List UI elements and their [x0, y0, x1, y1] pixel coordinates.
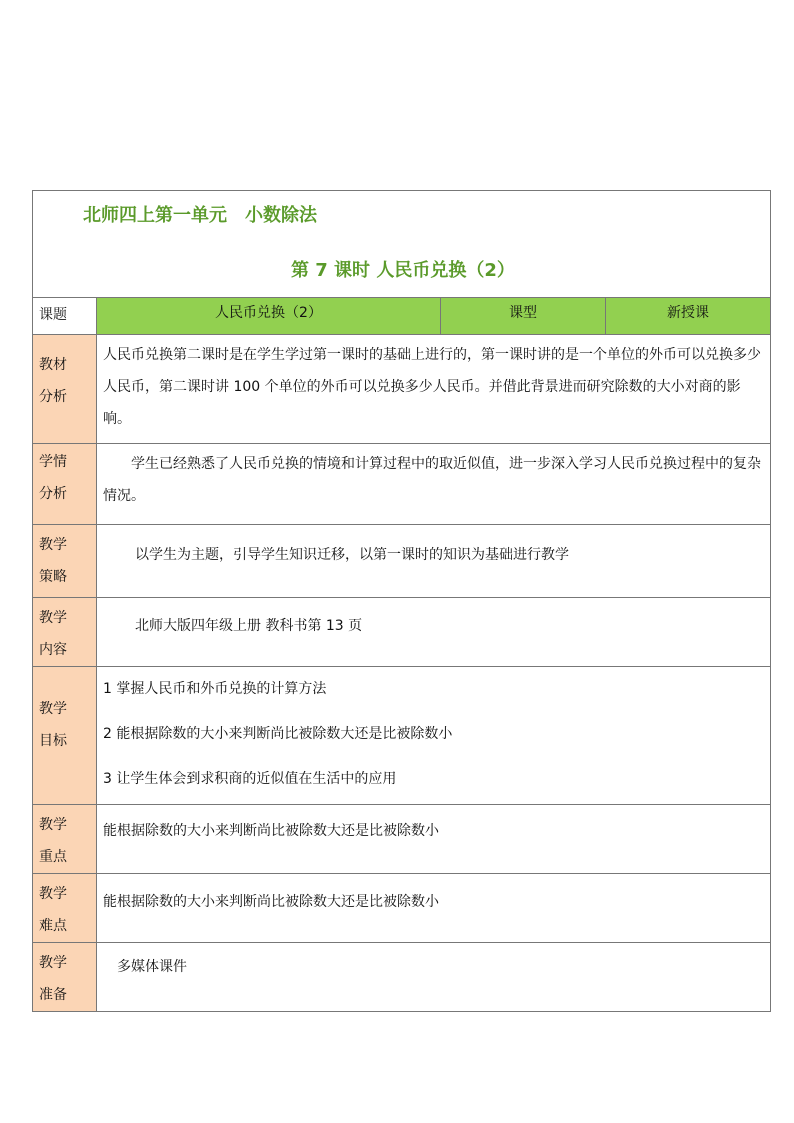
title-cell: [33, 191, 771, 298]
material-analysis-row: [33, 335, 771, 444]
goals-label: [33, 667, 97, 805]
label-line: 分析: [39, 389, 67, 405]
label-line: 教材: [39, 357, 67, 373]
material-analysis-label: [33, 335, 97, 444]
content-text: 北师大版四年级上册 教科书第 13 页: [97, 598, 771, 667]
material-analysis-text: 人民币兑换第二课时是在学生学过第一课时的基础上进行的，第一课时讲的是一个单位的外币可以兑换多少人民币，第二课时讲 100 个单位的外币可以兑换多少人民币。并借此背景进而研究除数的大小对商的影响。: [97, 335, 771, 444]
label-line: 教学: [39, 886, 67, 902]
label-line: 目标: [39, 733, 67, 749]
strategy-text: 以学生为主题，引导学生知识迁移，以第一课时的知识为基础进行教学: [97, 525, 771, 598]
learner-analysis-row: [33, 444, 771, 525]
preparation-label: [33, 943, 97, 1012]
topic-row: [33, 298, 771, 335]
label-line: 难点: [39, 918, 67, 934]
key-points-row: [33, 805, 771, 874]
lesson-title: 第 7 课时 人民币兑换（2）: [291, 260, 515, 281]
topic-label: 课题: [33, 298, 97, 335]
preparation-row: [33, 943, 771, 1012]
difficulties-text: 能根据除数的大小来判断尚比被除数大还是比被除数小: [97, 874, 771, 943]
lesson-plan-table: [32, 190, 771, 1012]
label-line: 教学: [39, 537, 67, 553]
content-label: [33, 598, 97, 667]
goal-item: 2 能根据除数的大小来判断尚比被除数大还是比被除数小: [103, 726, 453, 742]
label-line: 教学: [39, 610, 67, 626]
learner-analysis-label: [33, 444, 97, 525]
label-line: 准备: [39, 987, 67, 1003]
lesson-type-label: 课型: [441, 298, 606, 335]
strategy-row: [33, 525, 771, 598]
goal-item: 3 让学生体会到求积商的近似值在生活中的应用: [103, 771, 397, 787]
label-line: 分析: [39, 486, 67, 502]
goals-list: [97, 667, 771, 805]
goal-item: 1 掌握人民币和外币兑换的计算方法: [103, 681, 327, 697]
title-row: [33, 191, 771, 298]
key-points-label: [33, 805, 97, 874]
label-line: 教学: [39, 955, 67, 971]
label-line: 学情: [39, 454, 67, 470]
label-line: 教学: [39, 817, 67, 833]
preparation-text: 多媒体课件: [97, 943, 771, 1012]
label-line: 策略: [39, 569, 67, 585]
lesson-type-value: 新授课: [606, 298, 771, 335]
topic-value: 人民币兑换（2）: [97, 298, 441, 335]
goals-row: [33, 667, 771, 805]
strategy-label: [33, 525, 97, 598]
difficulties-label: [33, 874, 97, 943]
difficulties-row: [33, 874, 771, 943]
label-line: 重点: [39, 849, 67, 865]
learner-analysis-text: 学生已经熟悉了人民币兑换的情境和计算过程中的取近似值，进一步深入学习人民币兑换过程中的复杂情况。: [97, 444, 771, 525]
label-line: 教学: [39, 701, 67, 717]
key-points-text: 能根据除数的大小来判断尚比被除数大还是比被除数小: [97, 805, 771, 874]
content-row: [33, 598, 771, 667]
label-line: 内容: [39, 642, 67, 658]
unit-title: 北师四上第一单元 小数除法: [83, 205, 317, 226]
